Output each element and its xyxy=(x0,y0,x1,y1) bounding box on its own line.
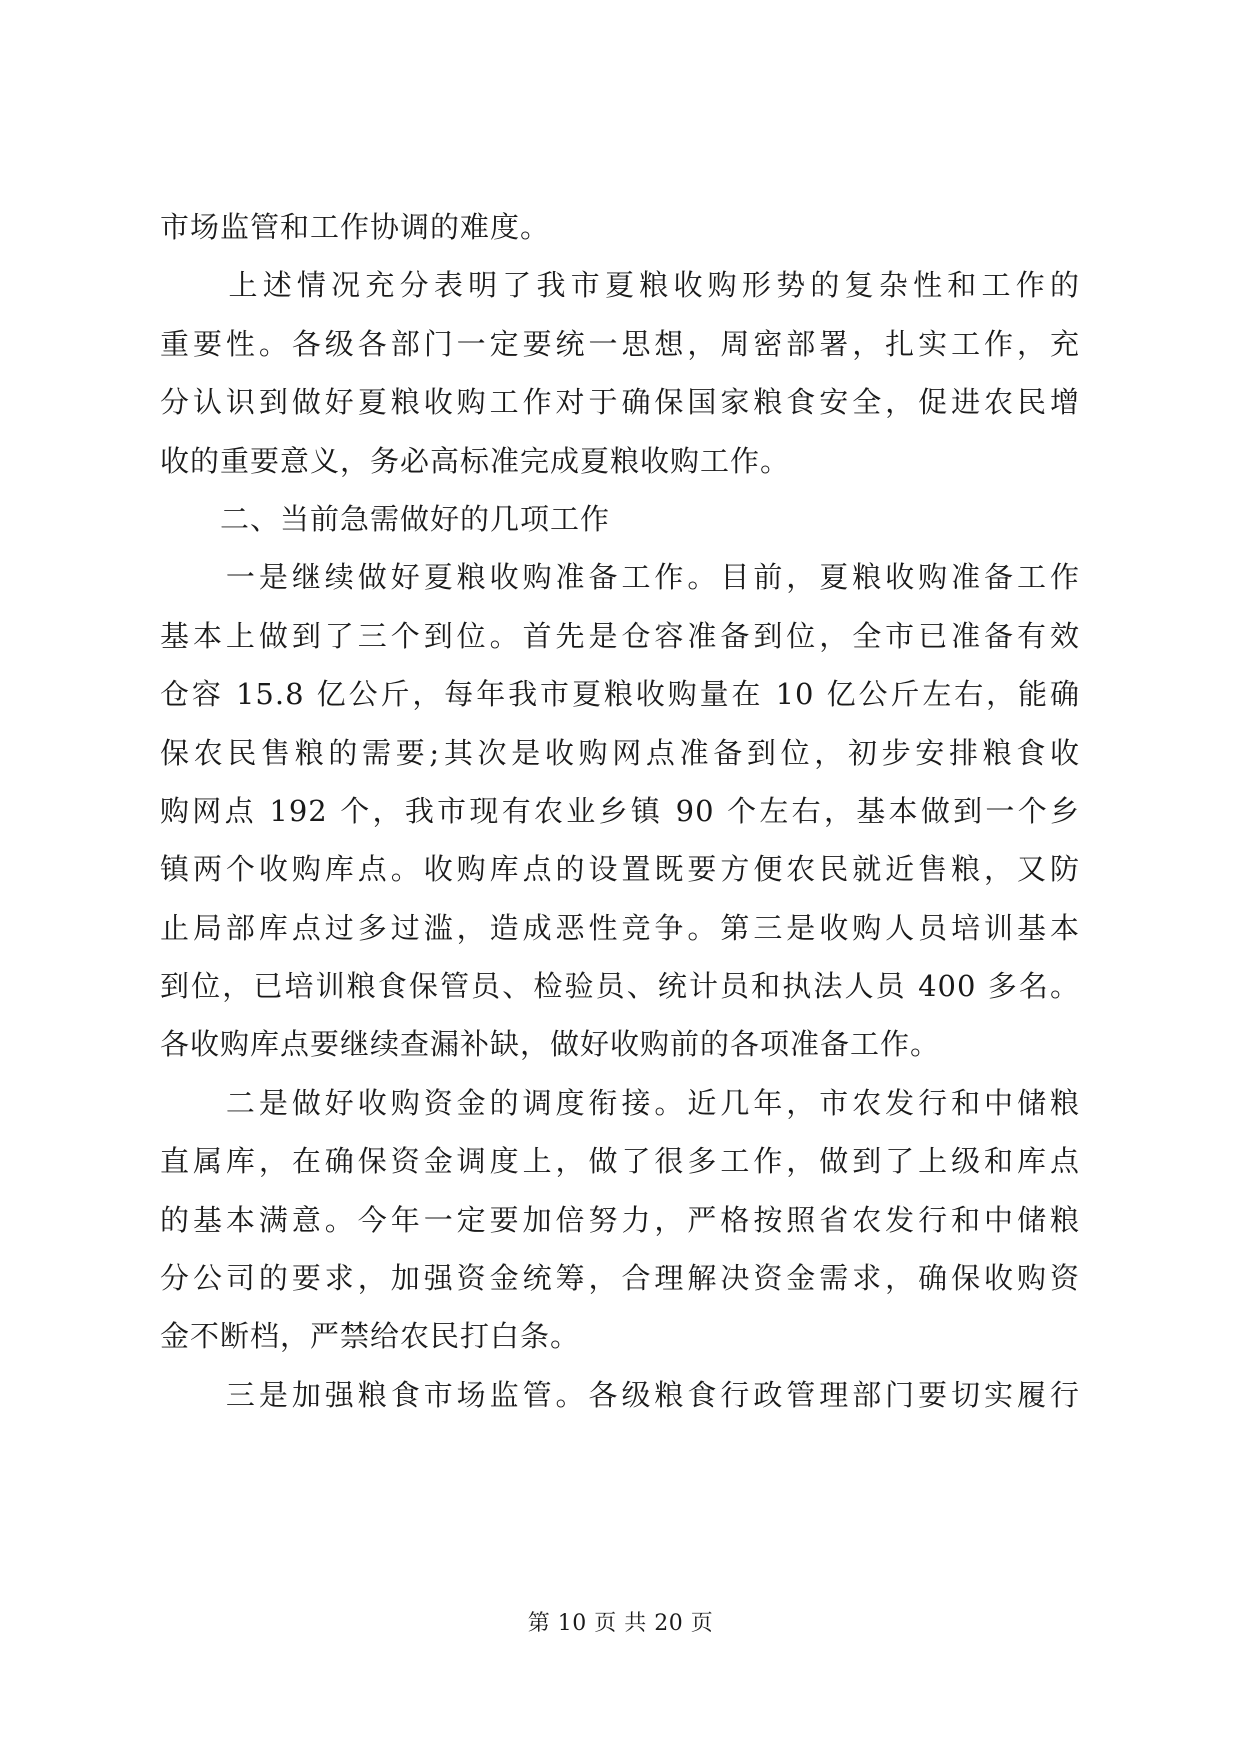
document-body xyxy=(160,198,1080,1424)
text-line-21: 三是加强粮食市场监管。各级粮食行政管理部门要切实履行 xyxy=(160,1377,1080,1412)
text-line-18: 的基本满意。今年一定要加倍努力，严格按照省农发行和中储粮 xyxy=(160,1202,1080,1237)
text-line-10: 保农民售粮的需要;其次是收购网点准备到位，初步安排粮食收 xyxy=(160,735,1080,770)
text-line-7: 一是继续做好夏粮收购准备工作。目前，夏粮收购准备工作 xyxy=(160,560,1080,595)
text-line-4: 分认识到做好夏粮收购工作对于确保国家粮食安全，促进农民增 xyxy=(160,385,1080,420)
section-heading: 二、当前急需做好的几项工作 xyxy=(160,501,611,536)
text-line-11: 购网点 192 个，我市现有农业乡镇 90 个左右，基本做到一个乡 xyxy=(160,793,1080,828)
text-line-12: 镇两个收购库点。收购库点的设置既要方便农民就近售粮，又防 xyxy=(160,852,1080,887)
text-line-8: 基本上做到了三个到位。首先是仓容准备到位，全市已准备有效 xyxy=(160,618,1080,653)
text-line-3: 重要性。各级各部门一定要统一思想，周密部署，扎实工作，充 xyxy=(160,326,1080,361)
text-line-2: 上述情况充分表明了我市夏粮收购形势的复杂性和工作的 xyxy=(160,268,1080,303)
text-line-9: 仓容 15.8 亿公斤，每年我市夏粮收购量在 10 亿公斤左右，能确 xyxy=(160,677,1080,712)
page-number-footer: 第 10 页 共 20 页 xyxy=(527,1611,714,1636)
text-line-14: 到位，已培训粮食保管员、检验员、统计员和执法人员 400 多名。 xyxy=(160,969,1080,1004)
text-line-5: 收的重要意义，务必高标准完成夏粮收购工作。 xyxy=(160,443,791,478)
text-line-15: 各收购库点要继续查漏补缺，做好收购前的各项准备工作。 xyxy=(160,1027,941,1062)
text-line-16: 二是做好收购资金的调度衔接。近几年，市农发行和中储粮 xyxy=(160,1085,1080,1120)
text-line-19: 分公司的要求，加强资金统筹，合理解决资金需求，确保收购资 xyxy=(160,1261,1080,1296)
text-line-13: 止局部库点过多过滥，造成恶性竞争。第三是收购人员培训基本 xyxy=(160,910,1080,945)
text-line-1: 市场监管和工作协调的难度。 xyxy=(160,210,551,244)
text-line-20: 金不断档，严禁给农民打白条。 xyxy=(160,1319,581,1354)
text-line-17: 直属库，在确保资金调度上，做了很多工作，做到了上级和库点 xyxy=(160,1144,1080,1179)
